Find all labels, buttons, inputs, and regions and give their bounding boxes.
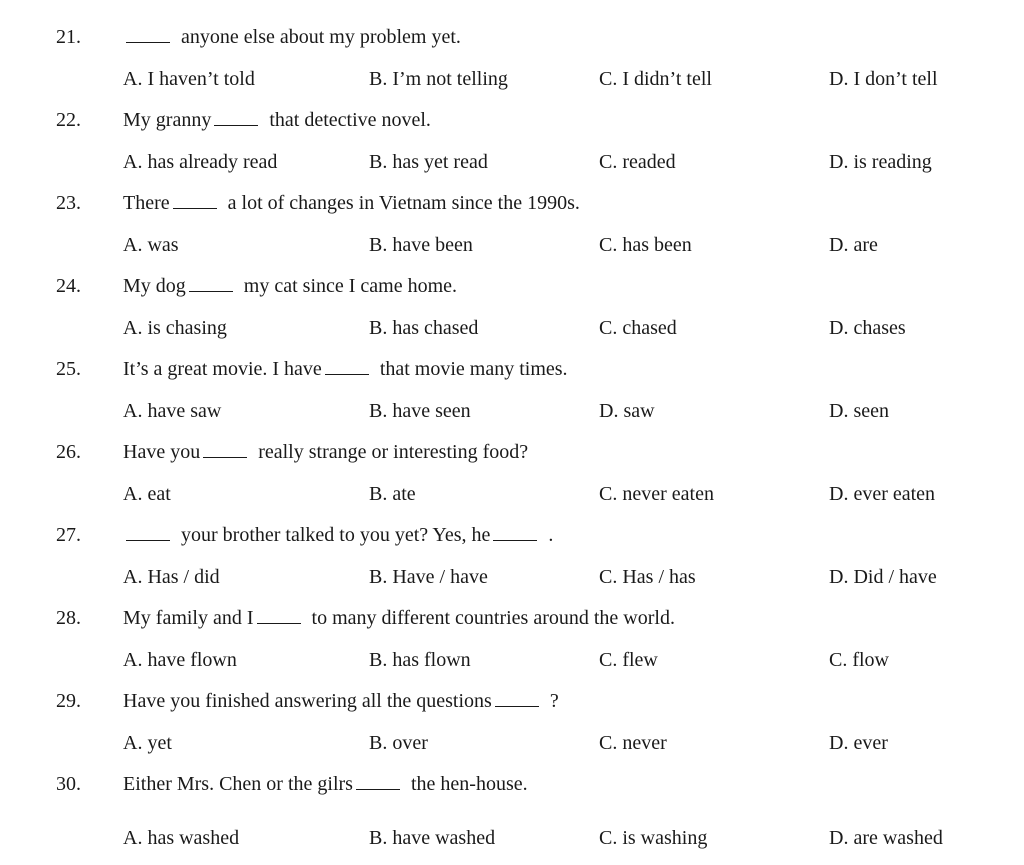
question-text-before: My dog: [123, 275, 186, 297]
question-text: [123, 686, 559, 716]
question-text-middle: my cat since I came home.: [238, 275, 458, 297]
answer-option[interactable]: C. Has / has: [599, 566, 696, 588]
answer-option[interactable]: D. ever: [829, 732, 888, 754]
question-text-middle: anyone else about my problem yet.: [176, 26, 461, 48]
answer-option[interactable]: B. has flown: [369, 649, 471, 671]
question-stem: [0, 686, 1024, 716]
answer-option[interactable]: B. Have / have: [369, 566, 488, 588]
question-text-after: .: [543, 524, 554, 546]
question-text-middle: that detective novel.: [264, 109, 431, 131]
answer-option[interactable]: C. never: [599, 732, 667, 754]
question-26: [0, 437, 1024, 509]
answer-blank: [325, 373, 369, 375]
answer-blank: [214, 124, 258, 126]
question-text-middle: your brother talked to you yet? Yes, he: [176, 524, 491, 546]
answer-blank: [493, 539, 537, 541]
answer-option[interactable]: C. never eaten: [599, 483, 714, 505]
answer-options: [0, 230, 1024, 260]
question-number: 30.: [56, 773, 81, 795]
answer-options: [0, 479, 1024, 509]
question-text-middle: ?: [544, 690, 559, 712]
answer-option[interactable]: C. flow: [829, 649, 889, 671]
answer-blank: [126, 41, 170, 43]
question-text-before: Have you finished answering all the questions: [123, 690, 492, 712]
answer-option[interactable]: A. has already read: [123, 151, 278, 173]
answer-option[interactable]: D. Did / have: [829, 566, 937, 588]
answer-option[interactable]: D. chases: [829, 317, 906, 339]
question-number: 29.: [56, 690, 81, 712]
question-stem: [0, 437, 1024, 467]
answer-option[interactable]: A. have flown: [123, 649, 237, 671]
answer-option[interactable]: B. has yet read: [369, 151, 488, 173]
question-29: [0, 686, 1024, 758]
answer-option[interactable]: A. was: [123, 234, 179, 256]
question-text: [123, 105, 431, 135]
answer-options: [0, 64, 1024, 94]
answer-options: [0, 147, 1024, 177]
answer-blank: [203, 456, 247, 458]
answer-option[interactable]: C. is washing: [599, 827, 708, 849]
answer-options: [0, 645, 1024, 675]
question-30: [0, 769, 1024, 853]
answer-option[interactable]: B. I’m not telling: [369, 68, 508, 90]
answer-option[interactable]: B. has chased: [369, 317, 479, 339]
question-text: [123, 769, 528, 799]
answer-blank: [356, 788, 400, 790]
question-number: 23.: [56, 192, 81, 214]
question-number: 27.: [56, 524, 81, 546]
question-stem: [0, 520, 1024, 550]
answer-option[interactable]: A. I haven’t told: [123, 68, 255, 90]
answer-options: [0, 562, 1024, 592]
answer-option[interactable]: A. has washed: [123, 827, 240, 849]
answer-option[interactable]: C. chased: [599, 317, 677, 339]
question-28: [0, 603, 1024, 675]
answer-option[interactable]: A. yet: [123, 732, 172, 754]
answer-option[interactable]: C. readed: [599, 151, 676, 173]
answer-option[interactable]: D. ever eaten: [829, 483, 936, 505]
question-stem: [0, 603, 1024, 633]
answer-option[interactable]: D. are: [829, 234, 878, 256]
answer-option[interactable]: A. have saw: [123, 400, 222, 422]
question-text-middle: that movie many times.: [374, 358, 568, 380]
answer-option[interactable]: D. saw: [599, 400, 655, 422]
question-text-before: My family and I: [123, 607, 254, 629]
answer-option[interactable]: B. over: [369, 732, 428, 754]
question-text-before: There: [123, 192, 170, 214]
question-23: [0, 188, 1024, 260]
question-text: [123, 354, 568, 384]
question-text: [123, 271, 457, 301]
question-text-middle: really strange or interesting food?: [253, 441, 529, 463]
question-number: 25.: [56, 358, 81, 380]
question-stem: [0, 271, 1024, 301]
answer-option[interactable]: B. ate: [369, 483, 416, 505]
answer-blank: [189, 290, 233, 292]
question-number: 22.: [56, 109, 81, 131]
question-text-before: Have you: [123, 441, 201, 463]
question-number: 24.: [56, 275, 81, 297]
answer-option[interactable]: B. have washed: [369, 827, 496, 849]
question-text-middle: the hen-house.: [405, 773, 528, 795]
answer-option[interactable]: B. have seen: [369, 400, 471, 422]
answer-option[interactable]: D. is reading: [829, 151, 932, 173]
question-text-middle: to many different countries around the world.: [306, 607, 675, 629]
question-number: 21.: [56, 26, 81, 48]
question-stem: [0, 354, 1024, 384]
question-25: [0, 354, 1024, 426]
answer-option[interactable]: A. is chasing: [123, 317, 227, 339]
answer-option[interactable]: D. are washed: [829, 827, 943, 849]
question-text: [123, 22, 461, 52]
answer-option[interactable]: A. eat: [123, 483, 171, 505]
question-text-middle: a lot of changes in Vietnam since the 1990s.: [222, 192, 580, 214]
question-stem: [0, 105, 1024, 135]
question-text-before: My granny: [123, 109, 212, 131]
question-text: [123, 437, 528, 467]
answer-option[interactable]: D. I don’t tell: [829, 68, 938, 90]
question-text-before: Either Mrs. Chen or the gilrs: [123, 773, 353, 795]
question-21: [0, 22, 1024, 94]
question-stem: [0, 769, 1024, 799]
answer-option[interactable]: C. flew: [599, 649, 658, 671]
answer-options: [0, 728, 1024, 758]
answer-option[interactable]: A. Has / did: [123, 566, 220, 588]
question-24: [0, 271, 1024, 343]
question-number: 28.: [56, 607, 81, 629]
question-text: [123, 603, 675, 633]
answer-options: [0, 313, 1024, 343]
answer-option[interactable]: C. has been: [599, 234, 692, 256]
question-text-before: It’s a great movie. I have: [123, 358, 322, 380]
question-text: [123, 188, 580, 218]
answer-option[interactable]: D. seen: [829, 400, 889, 422]
question-22: [0, 105, 1024, 177]
question-stem: [0, 188, 1024, 218]
question-stem: [0, 22, 1024, 52]
question-27: [0, 520, 1024, 592]
question-number: 26.: [56, 441, 81, 463]
answer-option[interactable]: B. have been: [369, 234, 473, 256]
answer-blank: [173, 207, 217, 209]
answer-blank: [126, 539, 170, 541]
answer-blank: [495, 705, 539, 707]
answer-option[interactable]: C. I didn’t tell: [599, 68, 712, 90]
answer-blank: [257, 622, 301, 624]
question-text: [123, 520, 553, 550]
answer-options: [0, 396, 1024, 426]
answer-options: [0, 823, 1024, 853]
